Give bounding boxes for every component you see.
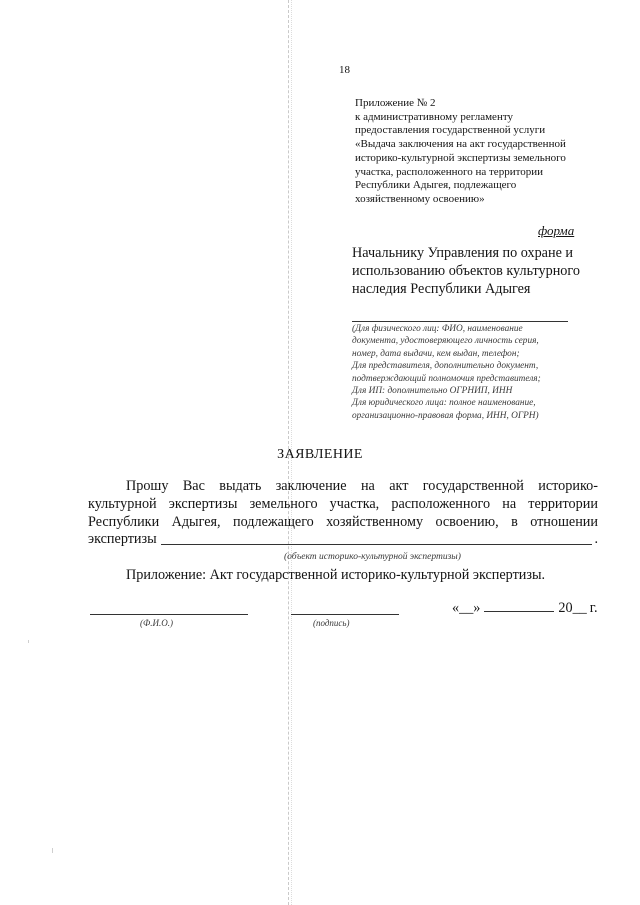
- addressee-line: использованию объектов культурного: [352, 263, 580, 279]
- object-caption: (объект историко-культурной экспертизы): [284, 552, 461, 563]
- note-line: организационно-правовая форма, ИНН, ОГРН): [352, 410, 539, 421]
- date-year-blank[interactable]: __: [572, 600, 587, 616]
- body-word: Адыгея,: [171, 513, 221, 530]
- body-word: Республики: [88, 513, 160, 530]
- note-line: Для ИП: дополнительно ОГРНИП, ИНН: [352, 386, 513, 397]
- expertise-object-field[interactable]: [161, 531, 593, 545]
- appendix-line: Приложение № 2: [355, 97, 436, 109]
- date-year-suffix: г.: [589, 600, 598, 616]
- date-quote-open: «: [452, 600, 460, 616]
- body-word: акт: [389, 478, 409, 494]
- applicant-notes: [352, 323, 612, 422]
- signature-caption: (подпись): [313, 618, 350, 628]
- addressee-line: наследия Республики Адыгея: [352, 281, 531, 297]
- body-word: экспертизы: [168, 495, 238, 512]
- fio-caption: (Ф.И.О.): [140, 618, 173, 628]
- body-word: подлежащего: [233, 513, 314, 530]
- body-word: заключение: [275, 478, 347, 494]
- attachment-line: Приложение: Акт государственной историко-культурной экспертизы.: [126, 567, 546, 583]
- body-line-3: [88, 514, 598, 532]
- body-word: отношении: [530, 513, 598, 530]
- signature-field[interactable]: [291, 614, 399, 615]
- appendix-header: [355, 97, 615, 207]
- scan-speck: [52, 848, 53, 853]
- body-word: расположенного: [391, 495, 491, 512]
- body-word: хозяйственному: [326, 513, 424, 530]
- body-word: участка,: [329, 495, 380, 512]
- appendix-line: «Выдача заключения на акт государственной: [355, 138, 566, 151]
- date-month-blank[interactable]: [484, 611, 554, 612]
- body-word: земельного: [249, 495, 318, 512]
- note-line: номер, дата выдачи, кем выдан, телефон;: [352, 348, 520, 359]
- body-word: в: [511, 513, 518, 530]
- application-body: [88, 478, 598, 567]
- appendix-line: хозяйственному освоению»: [355, 192, 485, 205]
- appendix-line: предоставления государственной услуги: [355, 124, 546, 137]
- body-word: экспертизы: [88, 531, 157, 548]
- body-line-1: [88, 478, 598, 496]
- note-line: документа, удостоверяющего личность серия,: [352, 336, 539, 347]
- fio-field[interactable]: [90, 614, 248, 615]
- applicant-blank-line[interactable]: [352, 321, 568, 322]
- object-caption-row: [88, 547, 598, 567]
- body-word: государственной: [422, 478, 524, 494]
- appendix-line: Республики Адыгея, подлежащего: [355, 179, 517, 192]
- date-day-blank[interactable]: __: [459, 600, 474, 616]
- date-year-prefix: 20: [558, 600, 573, 616]
- body-line-2: [88, 496, 598, 514]
- page-number: 18: [339, 64, 350, 76]
- note-line: (Для физического лиц: ФИО, наименование: [352, 324, 523, 334]
- date-field[interactable]: [452, 600, 598, 617]
- note-line: Для представителя, дополнительно документ,: [352, 361, 539, 372]
- body-word: освоению,: [435, 513, 499, 530]
- addressee-block: [352, 244, 622, 298]
- body-word: культурной: [88, 495, 157, 512]
- body-word: Прошу: [126, 478, 169, 494]
- appendix-line: историко-культурной экспертизы земельного: [355, 151, 566, 164]
- body-word: выдать: [219, 478, 262, 494]
- addressee-line: Начальнику Управления по охране и: [352, 245, 574, 261]
- document-title: ЗАЯВЛЕНИЕ: [277, 447, 363, 462]
- body-word: территории: [528, 495, 598, 512]
- body-word: на: [360, 478, 375, 494]
- body-period: .: [594, 531, 598, 548]
- body-word: Вас: [182, 478, 205, 494]
- date-quote-close: »: [473, 600, 481, 616]
- forma-label: форма: [538, 223, 575, 238]
- note-line: Для юридического лица: полное наименование,: [352, 398, 536, 409]
- note-line: подтверждающий полномочия представителя;: [352, 373, 541, 384]
- body-word: историко-: [538, 478, 598, 494]
- appendix-line: участка, расположенного на территории: [355, 165, 544, 178]
- appendix-line: к административному регламенту: [355, 110, 513, 123]
- body-word: на: [502, 495, 517, 512]
- scan-speck: [28, 640, 29, 643]
